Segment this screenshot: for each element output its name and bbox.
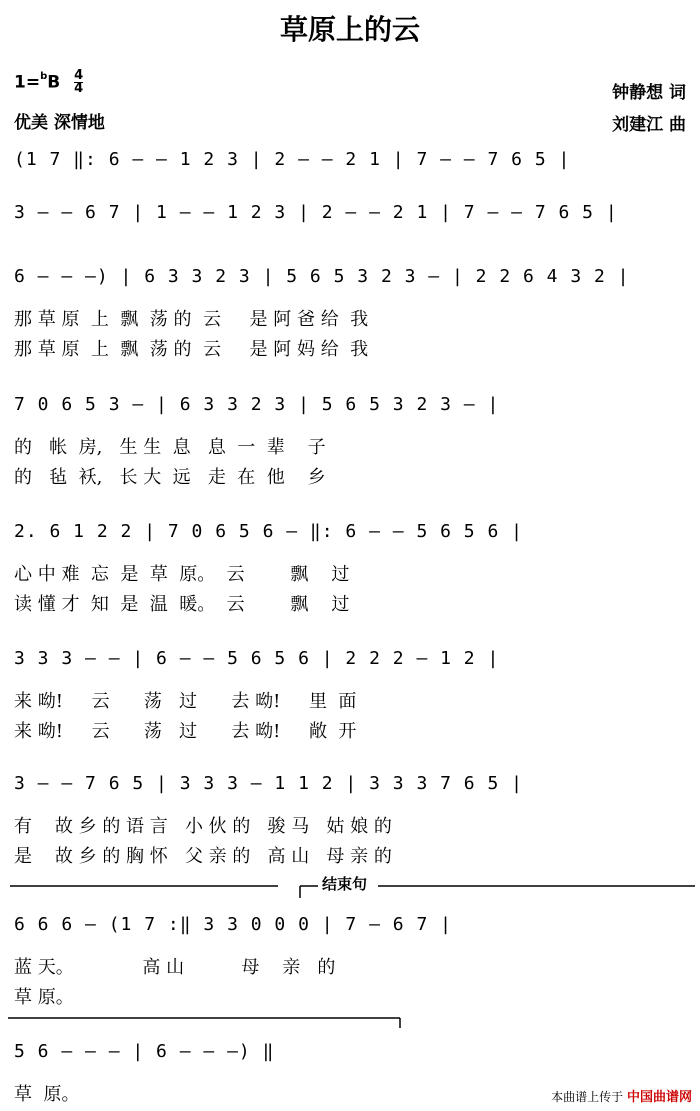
score-row-1: (1 7 ‖: 6 — — 1 2 3 | 2 — — 2 1 | 7 — — 7 6 5 |: [14, 149, 571, 170]
key-prefix: 1=: [14, 72, 41, 93]
key-note: B: [47, 72, 61, 93]
footer-credit: [551, 1086, 692, 1105]
score-row-6: 3 3 3 — — | 6 — — 5 6 5 6 | 2 2 2 — 1 2 |: [14, 648, 500, 669]
coda-bracket: [0, 1010, 700, 1030]
score-row-7: 3 — — 7 6 5 | 3 3 3 — 1 1 2 | 3 3 3 7 6 5 |: [14, 773, 523, 794]
lyric-line-6-2: 来 呦! 云 荡 过 去 呦! 敞 开: [14, 721, 357, 742]
lyric-line-7-2: 是 故 乡 的 胸 怀 父 亲 的 高 山 母 亲 的: [14, 846, 392, 867]
score-row-2: 3 — — 6 7 | 1 — — 1 2 3 | 2 — — 2 1 | 7 — — 7 6 5 |: [14, 202, 618, 223]
ending-label: 结束句: [322, 875, 368, 893]
tempo-marking: 优美 深情地: [14, 113, 105, 133]
lyric-line-5-2: 读 懂 才 知 是 温 暖。 云 飘 过: [14, 594, 350, 615]
key-signature: [14, 70, 83, 95]
lyric-line-5-1: 心 中 难 忘 是 草 原。 云 飘 过: [14, 564, 350, 585]
score-row-9: 5 6 — — — | 6 — — —) ‖: [14, 1041, 275, 1062]
lyric-line-3-1: 那 草 原 上 飘 荡 的 云 是 阿 爸 给 我: [14, 309, 369, 330]
meter-top: 4: [74, 68, 84, 83]
lyric-line-8-1: 蓝 天。 高 山 母 亲 的: [14, 957, 336, 978]
lyric-line-7-1: 有 故 乡 的 语 言 小 伙 的 骏 马 姑 娘 的: [14, 816, 392, 837]
key-flat: b: [40, 70, 48, 82]
footer-text: 本曲谱上传于: [551, 1090, 624, 1104]
lyricist-credit: 钟静想 词: [612, 83, 686, 103]
score-row-3: 6 — — —) | 6 3 3 2 3 | 5 6 5 3 2 3 — | 2 2 6 4 3 2 |: [14, 266, 630, 287]
page-title: 草原上的云: [279, 13, 420, 46]
lyric-line-3-2: 那 草 原 上 飘 荡 的 云 是 阿 妈 给 我: [14, 339, 369, 360]
footer-site[interactable]: 中国曲谱网: [626, 1090, 692, 1105]
lyric-line-4-1: 的 帐 房, 生 生 息 息 一 辈 子: [14, 437, 326, 458]
time-signature: [74, 70, 83, 95]
score-row-8: 6 6 6 — (1 7 :‖ 3 3 0 0 0 | 7 — 6 7 |: [14, 914, 452, 935]
lyric-line-8-2: 草 原。: [14, 987, 74, 1008]
lyric-line-4-2: 的 毡 袄, 长 大 远 走 在 他 乡: [14, 467, 326, 488]
composer-credit: 刘建江 曲: [612, 115, 686, 135]
score-row-4: 7 0 6 5 3 — | 6 3 3 2 3 | 5 6 5 3 2 3 — |: [14, 394, 500, 415]
lyric-line-9-1: 草 原。: [14, 1084, 80, 1105]
score-row-5: 2. 6 1 2 2 | 7 0 6 5 6 — ‖: 6 — — 5 6 5 6 |: [14, 521, 523, 542]
lyric-line-6-1: 来 呦! 云 荡 过 去 呦! 里 面: [14, 691, 357, 712]
meter-bottom: 4: [74, 81, 84, 96]
